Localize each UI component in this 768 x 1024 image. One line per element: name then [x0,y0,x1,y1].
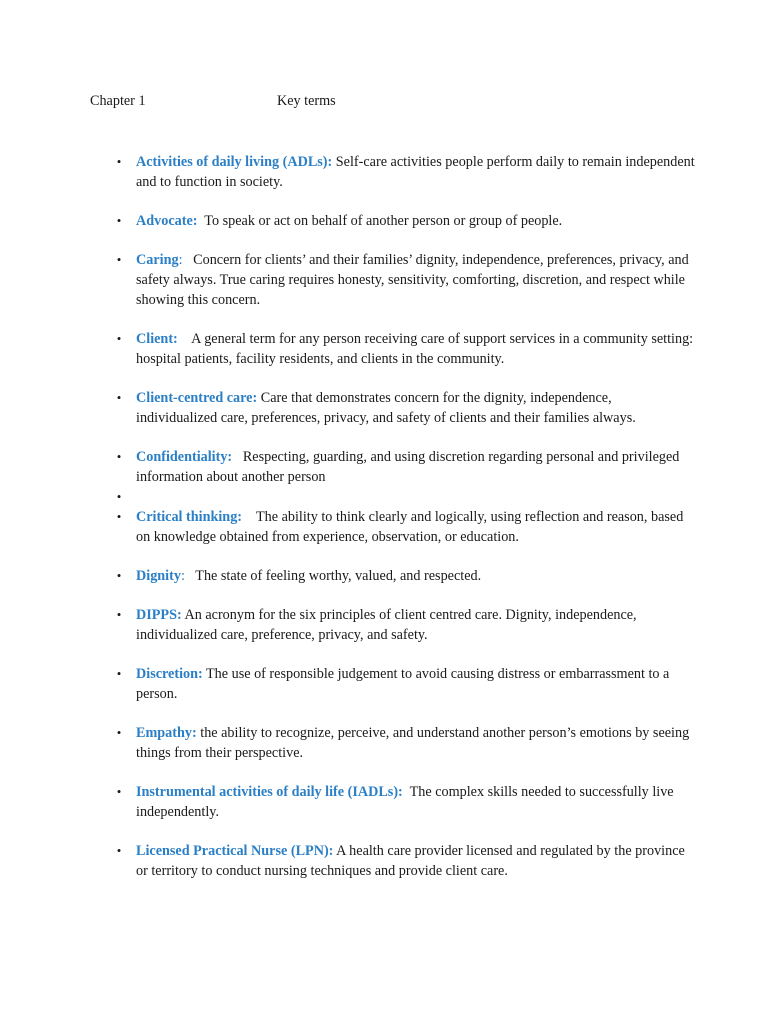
bullet-icon: • [116,568,122,583]
list-item [116,447,696,487]
bullet-icon: • [116,509,122,524]
list-item [116,782,696,822]
bullet-icon: • [116,213,122,228]
key-terms-list [116,152,699,900]
document-header [90,93,690,113]
list-item [116,211,696,231]
list-item [116,723,696,763]
term-separator: : [178,252,183,268]
bullet-icon: • [116,390,122,405]
section-title: Key terms [277,93,336,109]
term-name: Empathy: [136,725,197,741]
bullet-icon: • [116,252,122,267]
term-definition: The use of responsible judgement to avoid causing distress or embarrassment to a person. [136,666,673,702]
list-item [116,841,696,881]
term-definition: Respecting, guarding, and using discretion regarding personal and privileged information about another person [136,449,683,485]
term-definition: The complex skills needed to successfully live independently. [136,784,678,820]
term-definition: The ability to think clearly and logically, using reflection and reason, based on knowledge obtained from experience, observation, or education. [136,509,687,545]
term-name: Instrumental activities of daily life (IADLs): [136,784,403,800]
bullet-icon: • [116,449,122,464]
term-definition: Care that demonstrates concern for the dignity, independence, individualized care, preferences, privacy, and safety of clients and their families always. [136,390,636,426]
bullet-icon: • [116,725,122,740]
term-definition: A general term for any person receiving care of support services in a community setting: hospital patients, facility residents, and clients in the community. [136,331,697,367]
term-name: Discretion: [136,666,203,682]
bullet-icon: • [116,843,122,858]
term-name: Licensed Practical Nurse (LPN): [136,843,334,859]
term-name: Client: [136,331,178,347]
term-definition: A health care provider licensed and regulated by the province or territory to conduct nursing techniques and provide client care. [136,843,689,879]
term-name: Activities of daily living (ADLs): [136,154,333,170]
list-item [116,664,696,704]
term-separator: : [180,568,185,584]
term-name: Client-centred care: [136,390,258,406]
bullet-icon: • [116,784,122,799]
list-item [116,507,696,547]
term-definition: Concern for clients’ and their families’ dignity, independence, preferences, privacy, and safety always. True caring requires honesty, sensitivity, comforting, discretion, and respect while showing this concern. [136,252,693,308]
list-item [116,566,696,586]
term-definition: An acronym for the six principles of client centred care. Dignity, independence, individualized care, preference, privacy, and safety. [136,607,641,643]
list-item [116,152,699,192]
term-definition: the ability to recognize, perceive, and understand another person’s emotions by seeing things from their perspective. [136,725,693,761]
bullet-icon: • [116,666,122,681]
list-item [116,605,696,645]
term-name: Dignity [136,568,181,584]
chapter-label: Chapter 1 [90,93,146,109]
term-definition: The state of feeling worthy, valued, and respected. [184,568,482,584]
bullet-icon: • [116,331,122,346]
list-item [116,388,696,428]
bullet-icon: • [116,607,122,622]
term-name: Advocate: [136,213,198,229]
empty-list-item [116,487,696,507]
term-definition: To speak or act on behalf of another person or group of people. [197,213,563,229]
list-item [116,250,696,310]
list-item [116,329,697,369]
bullet-icon: • [116,154,122,169]
term-name: DIPPS: [136,607,182,623]
bullet-icon: • [116,489,122,504]
term-name: Confidentiality: [136,449,233,465]
term-definition: Self-care activities people perform daily to remain independent and to function in society. [136,154,699,190]
term-name: Caring [136,252,179,268]
term-name: Critical thinking: [136,509,243,525]
